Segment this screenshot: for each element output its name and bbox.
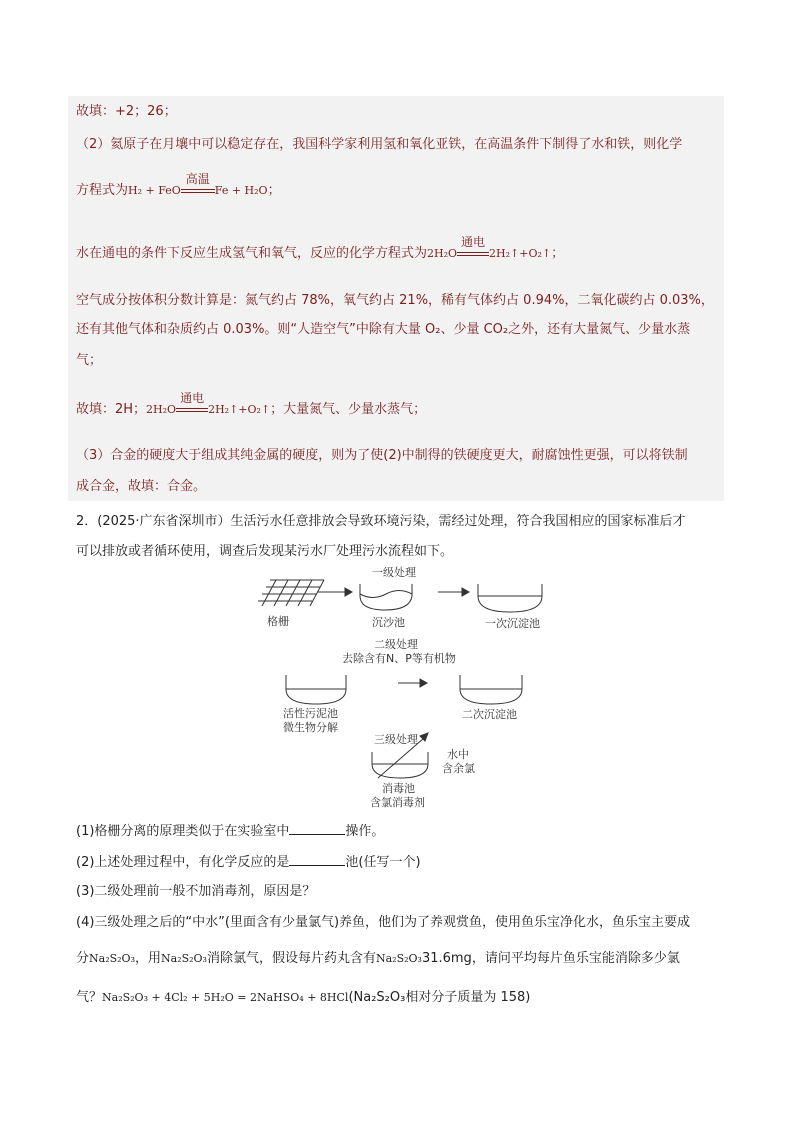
answer-blank[interactable] bbox=[289, 853, 345, 866]
output-chlorine-label: 含余氯 bbox=[442, 762, 475, 775]
subquestion-4-line-3: 气？Na₂S₂O₃ + 4Cl₂ + 5H₂O = 2NaHSO₄ + 8HCl(Na₂S₂O₃相对分子质量为 158) bbox=[76, 990, 531, 1005]
formula: Na₂S₂O₃ + 4Cl₂ + 5H₂O = 2NaHSO₄ + 8HCl bbox=[102, 991, 349, 1004]
formula: Na₂S₂O₃ bbox=[161, 952, 207, 965]
reaction-condition: 通电 bbox=[176, 402, 208, 418]
sludge-tank-desc: 微生物分解 bbox=[283, 721, 338, 734]
answer-line-6: 还有其他气体和杂质约占 0.03%。则“人造空气”中除有大量 O₂、少量 CO₂之外，还有大量氮气、少量水蒸 bbox=[76, 322, 691, 337]
subquestion-1: (1)格栅分离的原理类似于在实验室中 操作。 bbox=[76, 824, 385, 839]
stage3-label: 三级处理 bbox=[374, 733, 418, 746]
stage1-label: 一级处理 bbox=[372, 566, 416, 579]
formula: Fe + H₂O bbox=[214, 184, 268, 197]
reaction-condition: 通电 bbox=[457, 246, 489, 262]
subquestion-4-line-1: (4)三级处理之后的“中水”(里面含有少量氯气)养鱼，他们为了养观赏鱼，使用鱼乐宝净化水，鱼乐宝主要成 bbox=[76, 915, 691, 930]
formula: H₂ + FeO bbox=[128, 184, 181, 197]
stage2-desc: 去除含有N、P等有机物 bbox=[342, 652, 456, 665]
sed-tank-1-label: 一次沉淀池 bbox=[485, 617, 540, 630]
formula: 2H₂↑+O₂↑ bbox=[208, 403, 271, 416]
formula: Na₂S₂O₃ bbox=[89, 952, 135, 965]
answer-line-10: 成合金，故填：合金。 bbox=[76, 479, 207, 494]
formula: 2H₂O bbox=[427, 247, 458, 260]
sand-tank-label: 沉沙池 bbox=[372, 616, 405, 629]
answer-line-1: 故填：+2；26； bbox=[76, 104, 177, 119]
answer-line-2: （2）氦原子在月壤中可以稳定存在，我国科学家利用氢和氧化亚铁，在高温条件下制得了水和铁，则化学 bbox=[76, 137, 683, 152]
disinfection-tank-desc: 含氯消毒剂 bbox=[370, 796, 425, 809]
output-water-label: 水中 bbox=[447, 748, 469, 761]
disinfection-tank-label: 消毒池 bbox=[382, 782, 415, 795]
answer-line-8: 故填：2H；2H₂O 通电 2H₂↑+O₂↑；大量氮气、少量水蒸气； bbox=[76, 391, 427, 417]
reaction-condition: 高温 bbox=[181, 183, 215, 199]
formula: Na₂S₂O₃ bbox=[375, 952, 422, 965]
answer-blank[interactable] bbox=[289, 822, 345, 835]
answer-line-3: 方程式为H₂ + FeO 高温 Fe + H₂O； bbox=[76, 172, 281, 198]
answer-line-4: 水在通电的条件下反应生成氢气和氧气，反应的化学方程式为2H₂O 通电 2H₂↑+O₂↑； bbox=[76, 235, 565, 261]
stage2-label: 二级处理 bbox=[374, 638, 418, 651]
answer-line-7: 气； bbox=[76, 353, 103, 368]
answer-text: 水在通电的条件下反应生成氢气和氧气，反应的化学方程式为 bbox=[76, 246, 428, 261]
grating-label: 格栅 bbox=[267, 615, 289, 628]
subquestion-3: (3)二级处理前一般不加消毒剂，原因是？ bbox=[76, 884, 316, 899]
question-line-1: 2．(2025·广东省深圳市）生活污水任意排放会导致环境污染，需经过处理，符合我国相应的国家标准后才 bbox=[76, 514, 686, 529]
sedimentation-tank-icon bbox=[478, 584, 542, 612]
sed-tank-2-label: 二次沉淀池 bbox=[462, 708, 517, 721]
subquestion-4-line-2: 分Na₂S₂O₃，用Na₂S₂O₃消除氯气，假设每片药丸含有Na₂S₂O₃31.6mg，请问平均每片鱼乐宝能消除多少氯 bbox=[76, 951, 680, 966]
subquestion-2: (2)上述处理过程中，有化学反应的是 池(任写一个) bbox=[76, 855, 421, 870]
disinfection-tank-icon bbox=[372, 752, 428, 778]
answer-line-9: （3）合金的硬度大于组成其纯金属的硬度，则为了使(2)中制得的铁硬度更大，耐腐蚀性更强，可以将铁制 bbox=[76, 448, 688, 463]
formula: 2H₂O bbox=[146, 403, 177, 416]
answer-line-5: 空气成分按体积分数计算是：氮气约占 78%，氧气约占 21%，稀有气体约占 0.94%，二氧化碳约占 0.03%， bbox=[76, 293, 714, 308]
question-line-2: 可以排放或者循环使用，调查后发现某污水厂处理污水流程如下。 bbox=[76, 544, 454, 559]
answer-text: 方程式为 bbox=[76, 183, 129, 198]
sludge-tank-label: 活性污泥池 bbox=[283, 707, 338, 720]
formula: 2H₂↑+O₂↑ bbox=[489, 247, 552, 260]
grating-icon bbox=[258, 580, 324, 606]
